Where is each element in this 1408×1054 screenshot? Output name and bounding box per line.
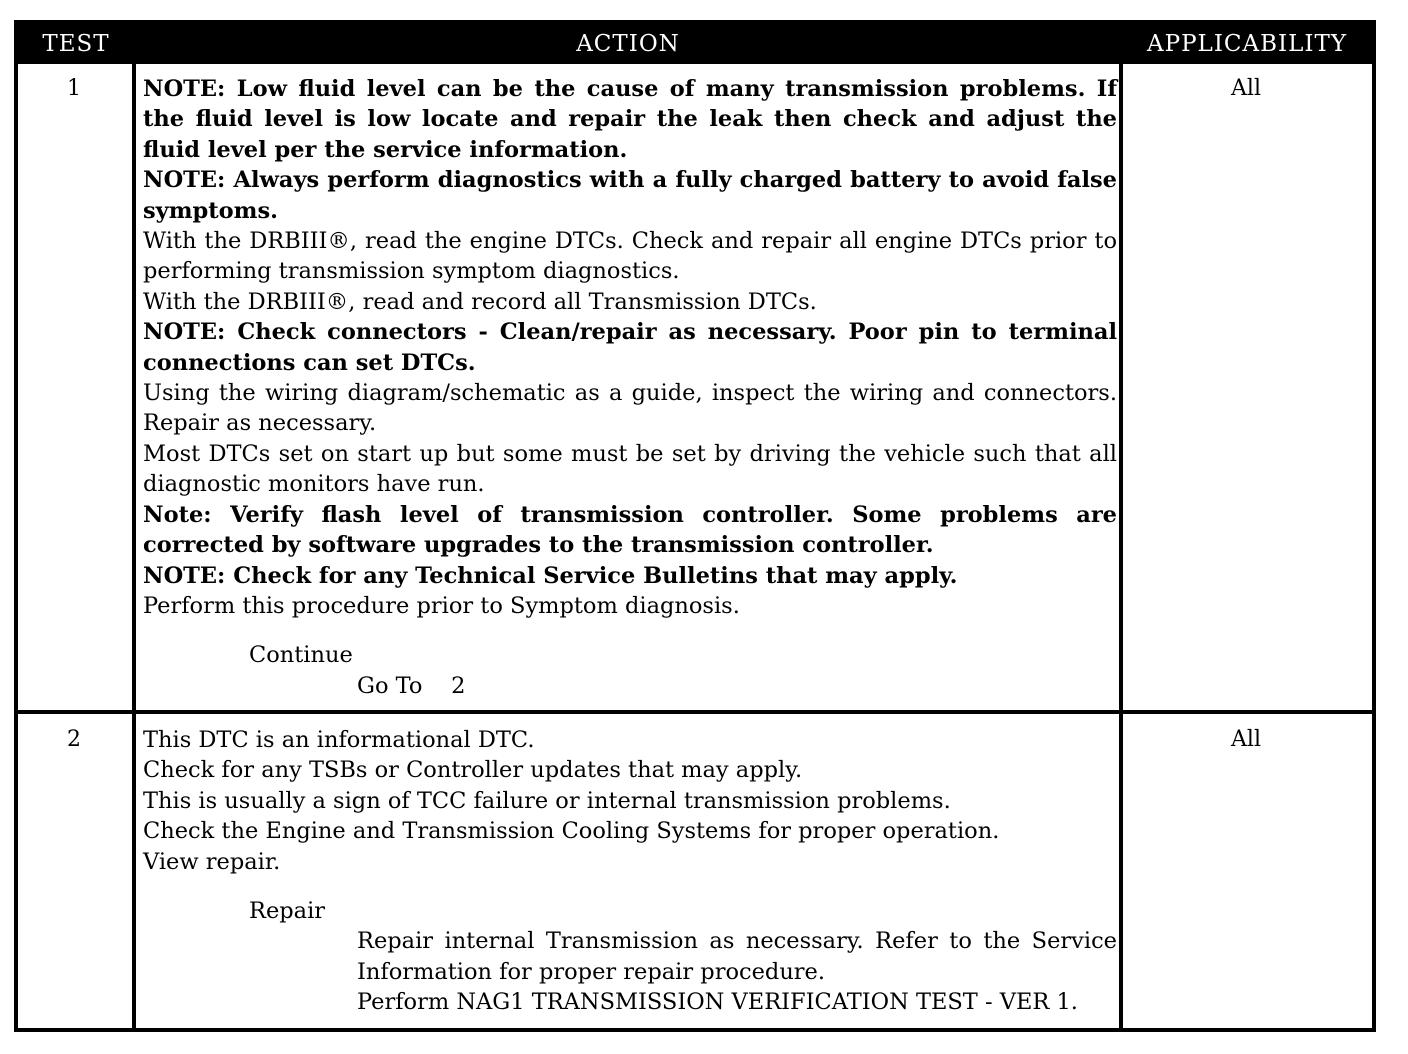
repair-text: Repair internal Transmission as necessary. Refer to the Service Information for proper repair procedure. <box>357 928 1117 985</box>
instruction-text: View repair. <box>143 848 281 875</box>
applicability-value: All <box>1231 76 1261 101</box>
result-option: Repair <box>249 898 326 925</box>
row-divider <box>18 710 1372 714</box>
instruction-text: Using the wiring diagram/schematic as a guide, inspect the wiring and connectors. Repair as necessary. <box>143 380 1117 437</box>
action-cell <box>143 725 1117 1018</box>
applicability-value: All <box>1231 727 1261 752</box>
instruction-text: This is usually a sign of TCC failure or internal transmission problems. <box>143 787 951 814</box>
result-option: Continue <box>249 642 353 669</box>
instruction-text: With the DRBIII®, read and record all Transmission DTCs. <box>143 288 817 315</box>
note-text: Note: Verify flash level of transmission controller. Some problems are corrected by software upgrades to the transmission controller. <box>143 501 1117 559</box>
table-header <box>18 24 1372 64</box>
action-cell <box>143 74 1117 701</box>
test-number: 2 <box>67 727 81 752</box>
note-text: NOTE: Always perform diagnostics with a fully charged battery to avoid false symptoms. <box>143 167 1117 224</box>
instruction-text: Perform this procedure prior to Symptom diagnosis. <box>143 592 740 619</box>
note-text: NOTE: Check for any Technical Service Bulletins that may apply. <box>143 562 958 589</box>
header-action: ACTION <box>576 31 680 57</box>
note-text: NOTE: Low fluid level can be the cause of many transmission problems. If the fluid level is low locate and repair the leak then check and adjust the fluid level per the service information. <box>143 76 1117 163</box>
instruction-text: Check for any TSBs or Controller updates that may apply. <box>143 757 803 784</box>
header-applicability: APPLICABILITY <box>1147 31 1347 57</box>
note-text: NOTE: Check connectors - Clean/repair as necessary. Poor pin to terminal connections can set DTCs. <box>143 319 1117 376</box>
repair-text: Perform NAG1 TRANSMISSION VERIFICATION TEST - VER 1. <box>357 989 1078 1016</box>
header-test: TEST <box>42 31 110 57</box>
column-divider-left <box>132 64 136 1032</box>
column-divider-right <box>1119 64 1123 1032</box>
diagnostic-table <box>14 20 1376 1032</box>
goto-link[interactable]: Go To 2 <box>357 672 466 699</box>
instruction-text: This DTC is an informational DTC. <box>143 727 535 753</box>
instruction-text: Most DTCs set on start up but some must be set by driving the vehicle such that all diagnostic monitors have run. <box>143 440 1117 498</box>
test-number: 1 <box>67 76 81 101</box>
instruction-text: Check the Engine and Transmission Cooling Systems for proper operation. <box>143 818 1000 845</box>
instruction-text: With the DRBIII®, read the engine DTCs. Check and repair all engine DTCs prior to performing transmission symptom diagnostics. <box>143 228 1117 285</box>
